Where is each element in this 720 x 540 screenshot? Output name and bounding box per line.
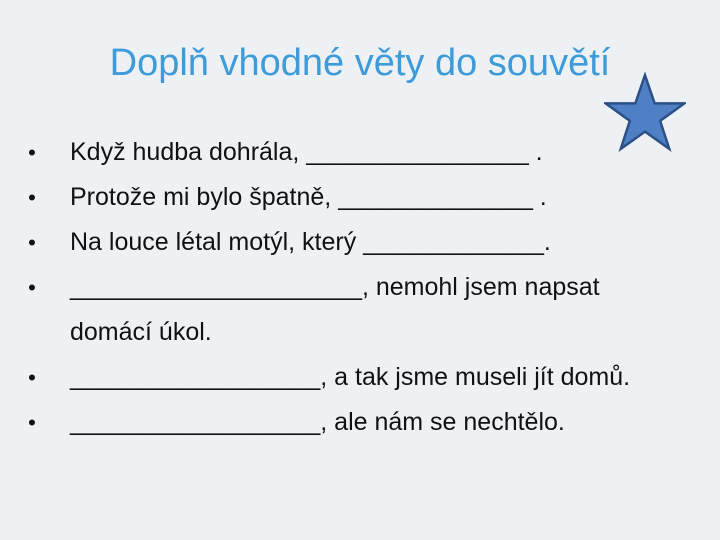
sentence-list: [22, 130, 682, 445]
list-item-text: Když hudba dohrála, ________________ .: [70, 138, 543, 166]
list-item-text: __________________, a tak jsme museli jít domů.: [70, 363, 631, 391]
list-item: [22, 265, 682, 355]
list-item-text: _____________________, nemohl jsem napsat domácí úkol.: [70, 273, 600, 346]
bullet: •: [28, 410, 36, 435]
list-item-text: Protože mi bylo špatně, ______________ .: [70, 183, 547, 211]
bullet: •: [28, 365, 36, 390]
bullet: •: [28, 230, 36, 255]
list-item: [22, 220, 682, 265]
bullet: •: [28, 275, 36, 300]
list-item: [22, 355, 682, 400]
bullet: •: [28, 185, 36, 210]
list-item-text: Na louce létal motýl, který _____________.: [70, 228, 551, 256]
list-item-text: __________________, ale nám se nechtělo.: [70, 408, 565, 436]
slide-title: Doplň vhodné věty do souvětí: [109, 42, 611, 84]
list-item: [22, 130, 682, 175]
bullet: •: [28, 140, 36, 165]
list-item: [22, 175, 682, 220]
list-item: [22, 400, 682, 445]
